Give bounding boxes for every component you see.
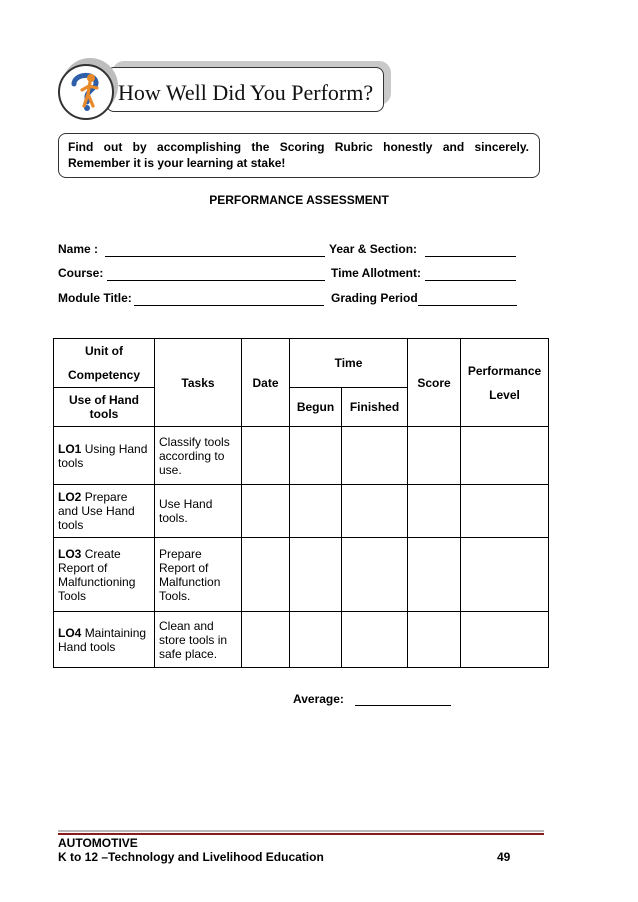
finished-header: Finished [342, 388, 408, 427]
date-cell[interactable] [242, 427, 290, 485]
unit-header-line2: Competency [67, 368, 141, 382]
finished-cell[interactable] [342, 427, 408, 485]
instruction-word: honestly [383, 140, 433, 154]
unit-code: LO2 [58, 490, 82, 504]
page-title: How Well Did You Perform? [118, 80, 374, 105]
table-row [54, 612, 549, 668]
grading-period-blank[interactable] [418, 305, 517, 306]
instruction-word: Find [68, 140, 94, 154]
performance-level-cell[interactable] [461, 427, 549, 485]
performance-header-line2: Level [489, 387, 520, 402]
unit-cell [54, 538, 155, 612]
assessment-heading: PERFORMANCE ASSESSMENT [209, 193, 389, 207]
time-header: Time [290, 339, 408, 388]
unit-text: Create Report of Malfunctioning Tools [58, 546, 136, 603]
finished-cell[interactable] [342, 612, 408, 668]
unit-of-competency-header [54, 339, 155, 388]
unit-text: Maintaining Hand tools [58, 625, 147, 654]
table-row [54, 485, 549, 538]
footer-subject: AUTOMOTIVE [58, 836, 138, 850]
instruction-word: out [103, 140, 123, 154]
begun-cell[interactable] [290, 538, 342, 612]
question-mark-figure-icon [60, 66, 112, 118]
performance-level-cell[interactable] [461, 538, 549, 612]
begun-cell[interactable] [290, 485, 342, 538]
task-cell: Classify tools according to use. [155, 427, 242, 485]
task-cell: Clean and store tools in safe place. [155, 612, 242, 668]
unit-code: LO4 [58, 625, 82, 640]
instruction-word: sincerely. [474, 140, 529, 154]
year-section-blank[interactable] [425, 256, 516, 257]
unit-cell [54, 427, 155, 485]
course-blank[interactable] [107, 280, 325, 281]
date-cell[interactable] [242, 612, 290, 668]
icon-circle [58, 64, 114, 120]
module-title-blank[interactable] [134, 305, 324, 306]
name-label: Name : [58, 242, 99, 256]
instruction-word: the [251, 140, 270, 154]
finished-cell[interactable] [342, 538, 408, 612]
finished-cell[interactable] [342, 485, 408, 538]
average-label: Average: [293, 692, 344, 706]
table-row [54, 538, 549, 612]
performance-level-cell[interactable] [461, 485, 549, 538]
score-cell[interactable] [408, 612, 461, 668]
use-of-hand-tools-header: Use of Hand tools [54, 388, 155, 427]
date-cell[interactable] [242, 485, 290, 538]
unit-text: Using Hand tools [58, 441, 148, 470]
unit-code: LO3 [58, 546, 82, 561]
performance-header-line1: Performance [467, 363, 542, 378]
rubric-table [53, 338, 549, 668]
unit-text: Prepare and Use Hand tools [58, 490, 135, 532]
instruction-line-1 [68, 140, 529, 154]
begun-cell[interactable] [290, 612, 342, 668]
instruction-word: accomplishing [157, 140, 242, 154]
unit-cell [54, 485, 155, 538]
unit-cell [54, 612, 155, 668]
table-row [54, 427, 549, 485]
average-blank[interactable] [355, 705, 451, 706]
tasks-header: Tasks [155, 339, 242, 427]
unit-header-line1: Unit of [85, 344, 123, 358]
grading-period-label: Grading Period [331, 291, 418, 305]
footer-rule-gray [58, 830, 544, 832]
date-cell[interactable] [242, 538, 290, 612]
score-cell[interactable] [408, 427, 461, 485]
task-cell: Prepare Report of Malfunction Tools. [155, 538, 242, 612]
page-number: 49 [497, 850, 511, 864]
score-cell[interactable] [408, 485, 461, 538]
instruction-word: Scoring [279, 140, 325, 154]
score-cell[interactable] [408, 538, 461, 612]
time-allotment-label: Time Allotment: [331, 266, 422, 280]
score-header: Score [408, 339, 461, 427]
performance-level-cell[interactable] [461, 612, 549, 668]
name-blank[interactable] [105, 256, 325, 257]
instruction-line-2: Remember it is your learning at stake! [68, 156, 286, 170]
performance-level-header [461, 339, 549, 427]
year-section-label: Year & Section: [329, 242, 418, 256]
module-title-label: Module Title: [58, 291, 132, 305]
instruction-word: by [132, 140, 147, 154]
begun-cell[interactable] [290, 427, 342, 485]
course-label: Course: [58, 266, 104, 280]
footer-program: K to 12 –Technology and Livelihood Education [58, 850, 324, 864]
begun-header: Begun [290, 388, 342, 427]
time-allotment-blank[interactable] [425, 280, 516, 281]
instruction-word: Rubric [334, 140, 373, 154]
task-cell: Use Hand tools. [155, 485, 242, 538]
unit-code: LO1 [58, 441, 82, 456]
instruction-word: and [442, 140, 465, 154]
footer-rule-red [58, 833, 544, 835]
date-header: Date [242, 339, 290, 427]
